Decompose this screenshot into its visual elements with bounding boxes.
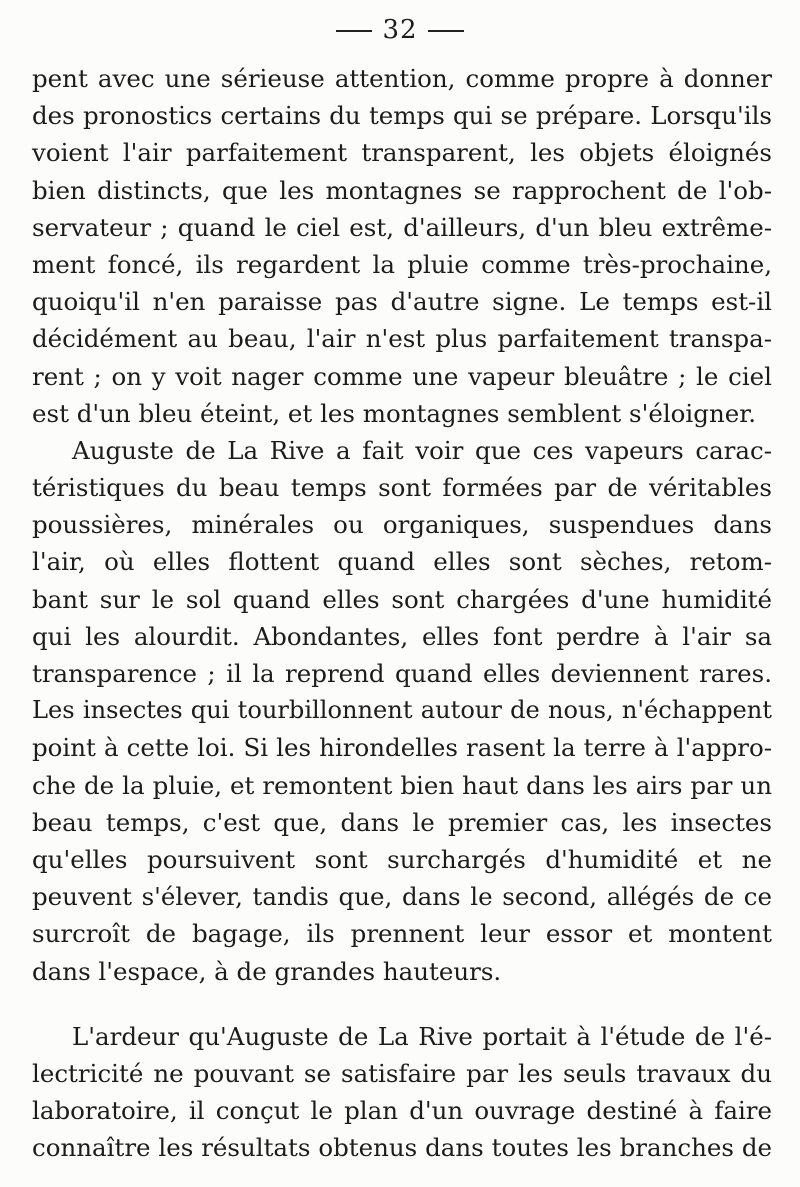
text-line: laboratoire, il conçut le plan d'un ouvrage destiné à faire	[32, 1096, 772, 1126]
text-line: beau temps, c'est que, dans le premier cas, les insectes	[32, 807, 772, 837]
text-line: che de la pluie, et remontent bien haut dans les airs par un	[32, 770, 772, 800]
text-line: est d'un bleu éteint, et les montagnes semblent s'éloigner.	[32, 398, 757, 428]
text-line: lectricité ne pouvant se satisfaire par les seuls travaux du	[32, 1058, 772, 1088]
text-line: pent avec une sérieuse attention, comme propre à donner	[32, 64, 772, 93]
text-line: connaître les résultats obtenus dans toutes les branches de	[32, 1133, 772, 1163]
text-line: dans l'espace, à de grandes hauteurs.	[32, 956, 502, 986]
text-line: transparence ; il la reprend quand elles deviennent rares.	[32, 659, 772, 688]
page-header	[0, 12, 800, 48]
text-line: l'air, où elles flottent quand elles sont sèches, retom-	[32, 547, 772, 577]
paragraph-3	[32, 1018, 772, 1167]
text-line: quoiqu'il n'en paraisse pas d'autre signe. Le temps est-il	[32, 287, 772, 317]
text-line: téristiques du beau temps sont formées par de véritables	[32, 473, 772, 503]
body-text	[32, 60, 772, 1166]
text-line: qui les alourdit. Abondantes, elles font perdre à l'air sa	[32, 621, 772, 651]
header-dash-left	[336, 30, 372, 32]
text-line: surcroît de bagage, ils prennent leur essor et montent	[32, 919, 772, 949]
paragraph-1	[32, 60, 772, 432]
text-line: bien distincts, que les montagnes se rapprochent de l'ob-	[32, 175, 772, 205]
text-line: Auguste de La Rive a fait voir que ces vapeurs carac-	[72, 435, 772, 465]
page-number: 32	[382, 15, 418, 45]
text-line: bant sur le sol quand elles sont chargées d'une humidité	[32, 584, 772, 614]
header-dash-right	[428, 30, 464, 32]
text-line: voient l'air parfaitement transparent, les objets éloignés	[32, 138, 772, 168]
text-line: L'ardeur qu'Auguste de La Rive portait à l'étude de l'é-	[72, 1021, 772, 1051]
text-line: servateur ; quand le ciel est, d'ailleurs, d'un bleu extrême-	[32, 212, 772, 242]
text-line: qu'elles poursuivent sont surchargés d'humidité et ne	[32, 844, 772, 874]
text-line: peuvent s'élever, tandis que, dans le second, allégés de ce	[32, 882, 772, 912]
text-line: rent ; on y voit nager comme une vapeur bleuâtre ; le ciel	[32, 361, 772, 391]
text-line: ment foncé, ils regardent la pluie comme très-prochaine,	[32, 249, 772, 279]
paragraph-2	[32, 432, 772, 990]
text-line: décidément au beau, l'air n'est plus parfaitement transpa-	[32, 324, 772, 354]
text-line: Les insectes qui tourbillonnent autour de nous, n'échappent	[32, 696, 772, 725]
text-line: point à cette loi. Si les hirondelles rasent la terre à l'appro-	[32, 733, 772, 763]
text-line: des pronostics certains du temps qui se prépare. Lorsqu'ils	[32, 101, 772, 131]
paragraph-spacer	[32, 990, 772, 1018]
text-line: poussières, minérales ou organiques, suspendues dans	[32, 510, 772, 540]
